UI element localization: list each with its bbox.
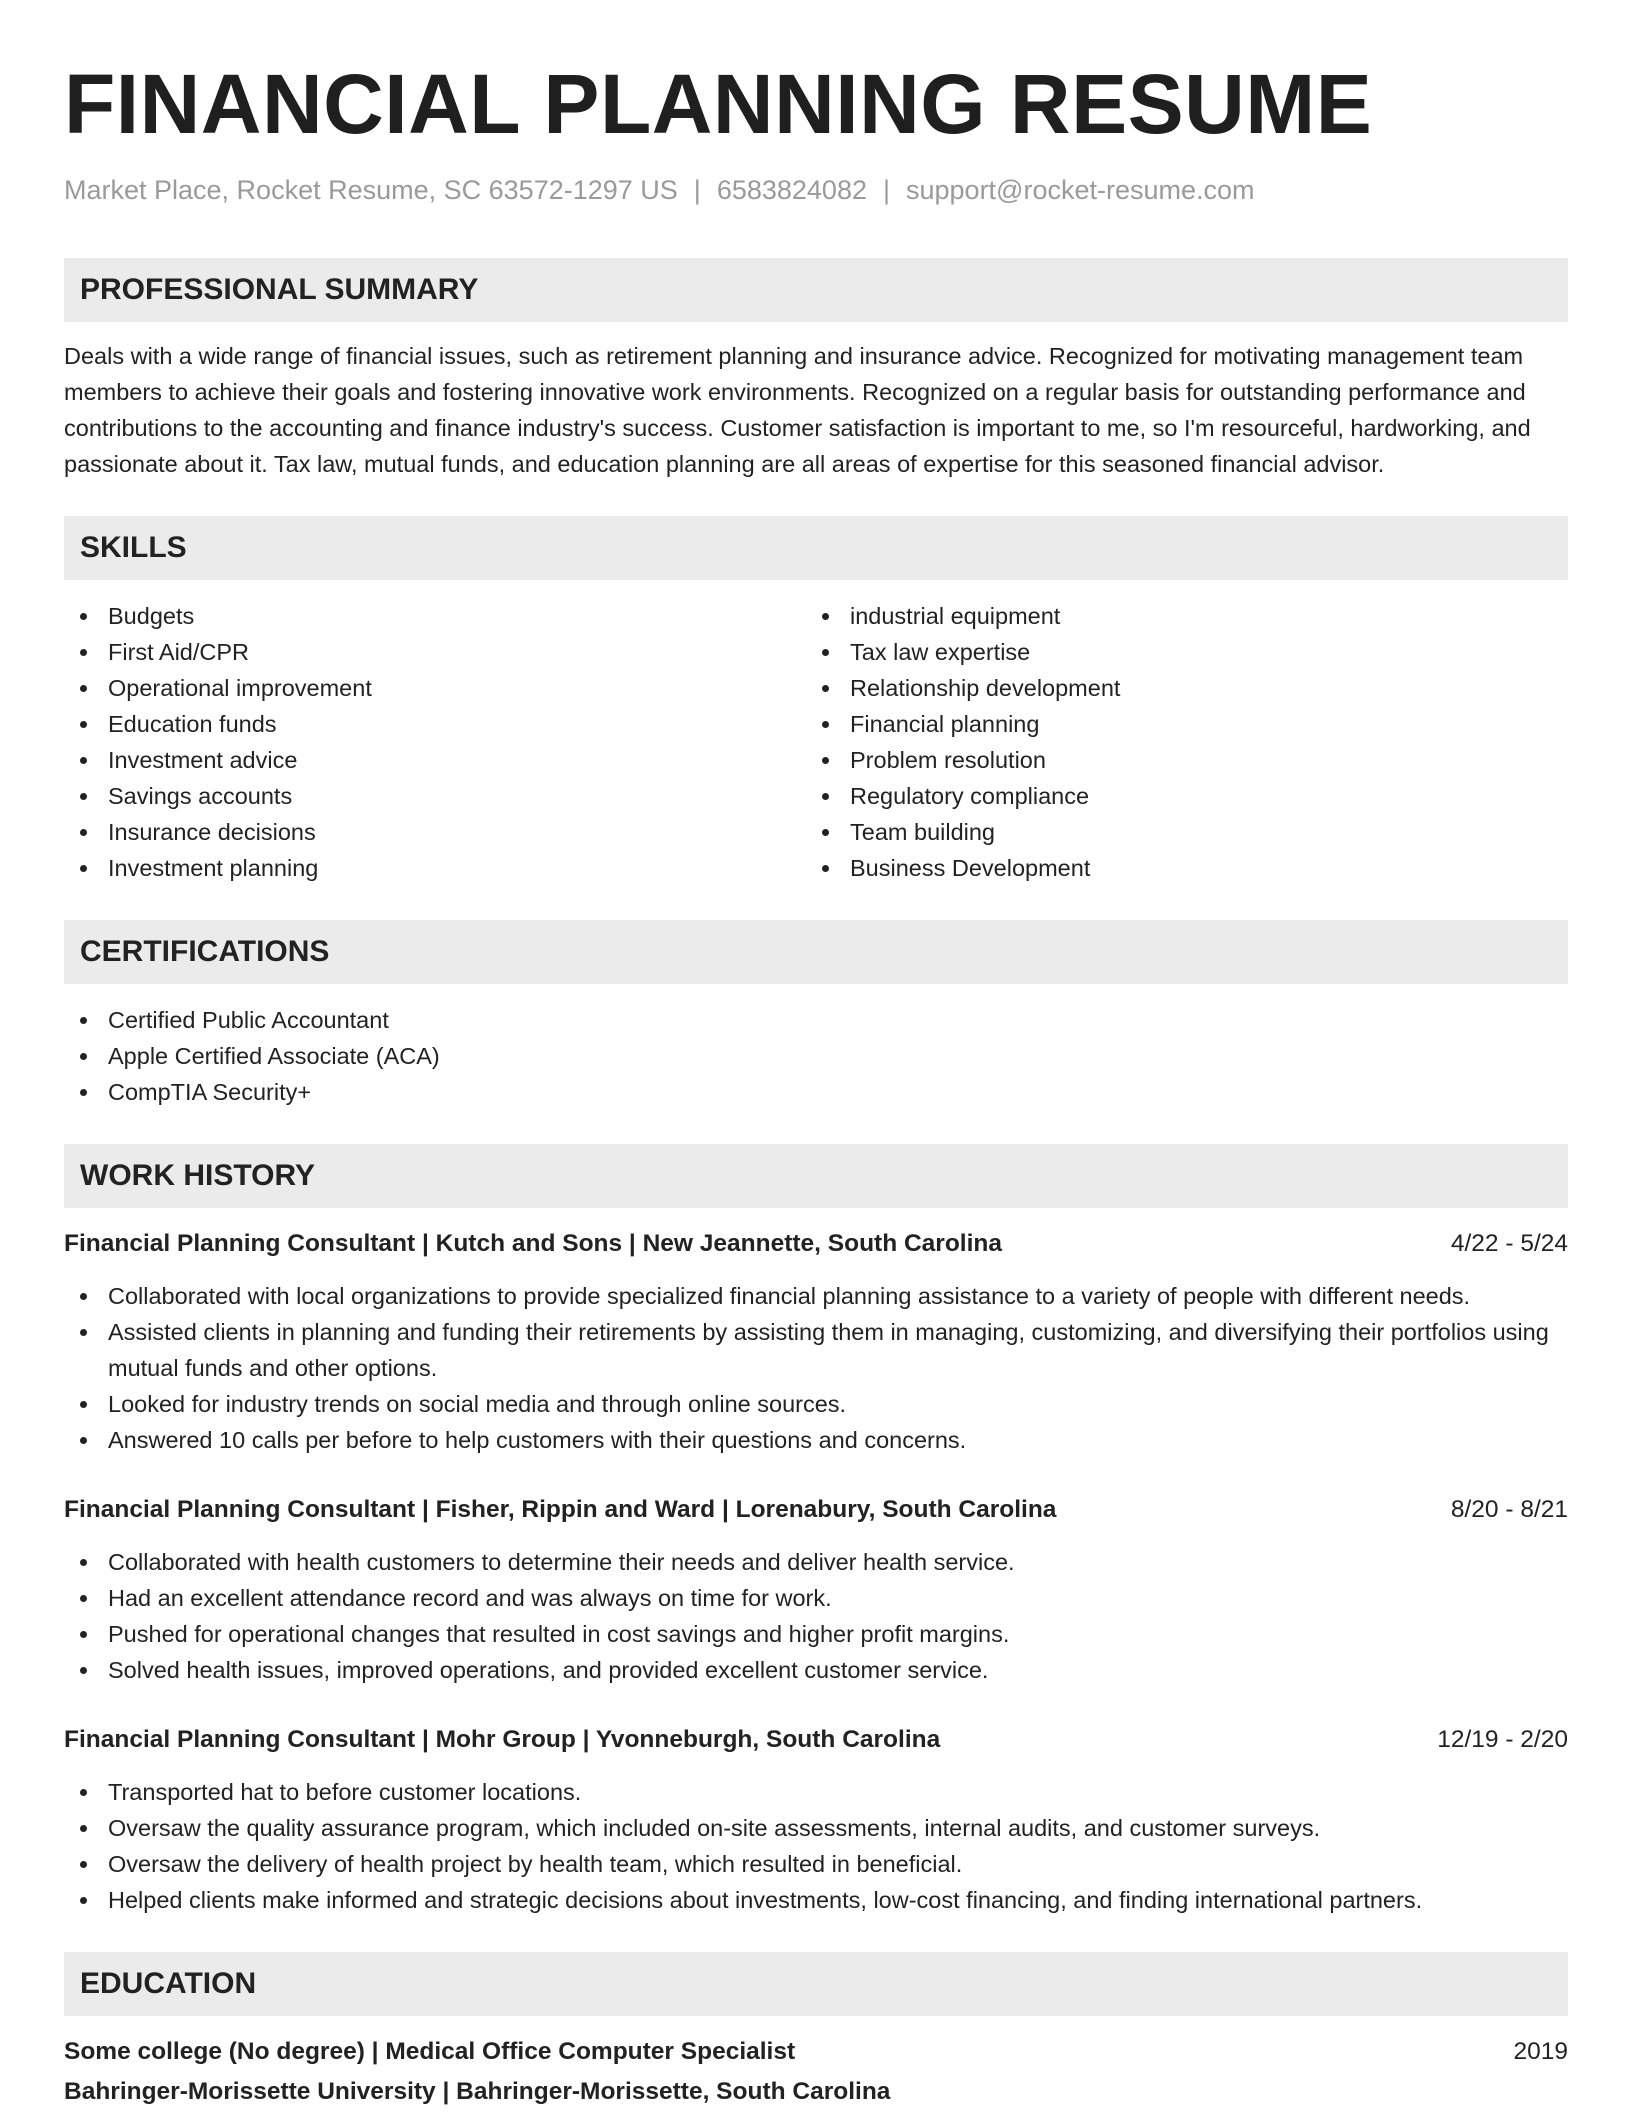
contact-address: Market Place, Rocket Resume, SC 63572-1297 US [64,175,678,205]
job-bullet: Collaborated with health customers to determine their needs and deliver health service. [64,1544,1568,1580]
job-header [64,1722,1568,1758]
contact-line [64,172,1568,208]
job-bullet: Solved health issues, improved operations, and provided excellent customer service. [64,1652,1568,1688]
certifications-list [64,1002,1568,1110]
section-heading-certifications: CERTIFICATIONS [64,920,1568,984]
contact-email[interactable]: support@rocket-resume.com [906,175,1255,205]
education-header [64,2034,1568,2070]
job-bullet: Assisted clients in planning and funding their retirements by assisting them in managing, customizing, and diversifying their portfolios using mutual funds and other options. [64,1314,1568,1386]
resume-title: FINANCIAL PLANNING RESUME [64,57,1373,151]
certification-item: CompTIA Security+ [64,1074,1568,1110]
job-bullet: Looked for industry trends on social media and through online sources. [64,1386,1568,1422]
skill-item: Investment advice [64,742,806,778]
section-heading-work-history: WORK HISTORY [64,1144,1568,1208]
skill-item: Education funds [64,706,806,742]
job-entry [64,1226,1568,1458]
contact-phone[interactable]: 6583824082 [716,175,867,205]
skills-column-right [806,598,1548,886]
job-bullet: Had an excellent attendance record and was always on time for work. [64,1580,1568,1616]
education-entry [64,2034,1568,2110]
job-title: Financial Planning Consultant | Kutch and Sons | New Jeannette, South Carolina [64,1230,1002,1257]
education-year: 2019 [1513,2038,1568,2065]
job-bullet: Oversaw the delivery of health project by health team, which resulted in beneficial. [64,1846,1568,1882]
skill-item: First Aid/CPR [64,634,806,670]
skill-item: Insurance decisions [64,814,806,850]
skill-item: Financial planning [806,706,1548,742]
job-bullet: Helped clients make informed and strategic decisions about investments, low-cost financing, and finding international partners. [64,1882,1568,1918]
contact-separator: | [693,175,701,205]
job-header [64,1226,1568,1262]
certification-item: Certified Public Accountant [64,1002,1568,1038]
skill-item: Operational improvement [64,670,806,706]
job-bullet: Pushed for operational changes that resulted in cost savings and higher profit margins. [64,1616,1568,1652]
job-bullet: Collaborated with local organizations to provide specialized financial planning assistance to a variety of people with different needs. [64,1278,1568,1314]
skill-item: Regulatory compliance [806,778,1548,814]
education-degree: Some college (No degree) | Medical Office Computer Specialist [64,2038,796,2065]
job-bullets [64,1774,1568,1918]
certification-item: Apple Certified Associate (ACA) [64,1038,1568,1074]
job-bullet: Answered 10 calls per before to help customers with their questions and concerns. [64,1422,1568,1458]
job-entry [64,1492,1568,1688]
job-title: Financial Planning Consultant | Mohr Group | Yvonneburgh, South Carolina [64,1726,941,1753]
job-entry [64,1722,1568,1918]
section-heading-skills: SKILLS [64,516,1568,580]
skill-item: Business Development [806,850,1548,886]
skill-item: industrial equipment [806,598,1548,634]
job-dates: 4/22 - 5/24 [1450,1230,1568,1257]
resume-page [64,0,1568,2112]
summary-text: Deals with a wide range of financial issues, such as retirement planning and insurance advice. Recognized for motivating management team members to achieve their goals and fostering innovative work environments. Recognized on a regular basis for outstanding performance and contributions to the accounting and finance industry's success. Customer satisfaction is important to me, so I'm resourceful, hardworking, and passionate about it. Tax law, mutual funds, and education planning are all areas of expertise for this seasoned financial advisor. [64,343,1531,477]
skill-item: Budgets [64,598,806,634]
section-heading-education: EDUCATION [64,1952,1568,2016]
skill-item: Investment planning [64,850,806,886]
job-bullets [64,1278,1568,1458]
job-bullet: Transported hat to before customer locations. [64,1774,1568,1810]
skills-column-left [64,598,806,886]
skill-item: Savings accounts [64,778,806,814]
job-dates: 12/19 - 2/20 [1437,1726,1568,1753]
job-bullet: Oversaw the quality assurance program, which included on-site assessments, internal audits, and customer surveys. [64,1810,1568,1846]
skill-item: Team building [806,814,1548,850]
skill-item: Problem resolution [806,742,1548,778]
skill-item: Tax law expertise [806,634,1548,670]
skills-list [64,598,1568,886]
section-heading-summary: PROFESSIONAL SUMMARY [64,258,1568,322]
job-title: Financial Planning Consultant | Fisher, Rippin and Ward | Lorenabury, South Carolina [64,1496,1057,1523]
education-school: Bahringer-Morissette University | Bahringer-Morissette, South Carolina [64,2078,891,2105]
job-dates: 8/20 - 8/21 [1450,1496,1568,1523]
contact-separator: | [882,175,890,205]
job-bullets [64,1544,1568,1688]
skill-item: Relationship development [806,670,1548,706]
job-header [64,1492,1568,1528]
